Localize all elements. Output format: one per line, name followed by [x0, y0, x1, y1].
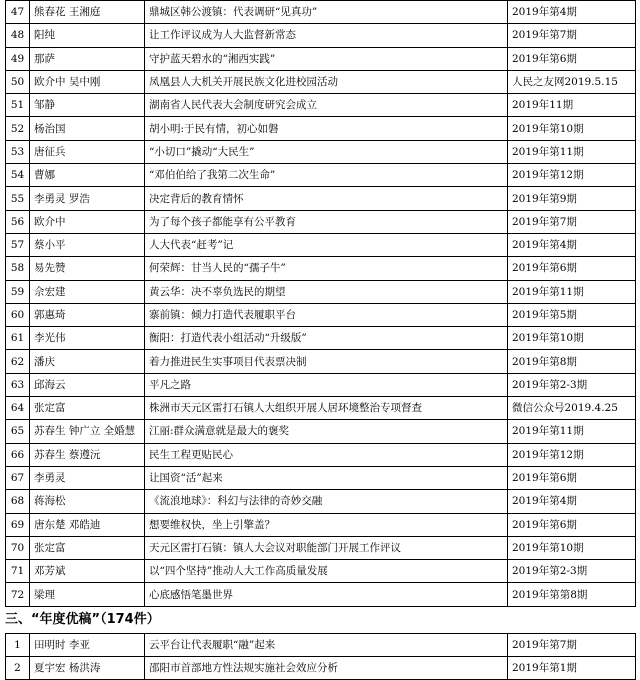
row-number: 47: [6, 1, 30, 24]
row-author: 夏宇宏 杨洪涛: [30, 657, 145, 680]
row-source: 微信公众号2019.4.25: [508, 397, 636, 420]
row-number: 58: [6, 257, 30, 280]
row-source: 2019年第8期: [508, 350, 636, 373]
row-title: 江丽:群众满意就是最大的褒奖: [145, 420, 508, 443]
row-source: 2019年第7期: [508, 24, 636, 47]
row-title: “小切口”撬动“大民生”: [145, 140, 508, 163]
row-title: 黄云华：决不辜负选民的期望: [145, 280, 508, 303]
row-author: 蔡小平: [30, 233, 145, 256]
row-author: 梁理: [30, 583, 145, 606]
row-title: 凤凰县人大机关开展民族文化进校园活动: [145, 70, 508, 93]
row-number: 1: [6, 633, 30, 656]
table-row: [6, 583, 636, 606]
row-author: 李勇灵: [30, 466, 145, 489]
awards-table-continued: [5, 0, 636, 607]
annual-excellent-table: [5, 633, 636, 680]
table-row: [6, 350, 636, 373]
table-row: [6, 280, 636, 303]
row-author: 易先赞: [30, 257, 145, 280]
row-source: 2019年第2-3期: [508, 373, 636, 396]
row-title: 以“四个坚持”推动人大工作高质量发展: [145, 560, 508, 583]
table-row: [6, 466, 636, 489]
row-source: 2019年第4期: [508, 1, 636, 24]
row-author: 那萨: [30, 47, 145, 70]
table-row: [6, 657, 636, 680]
row-author: 李光伟: [30, 327, 145, 350]
row-title: 何荣辉：甘当人民的“孺子牛”: [145, 257, 508, 280]
row-author: 郭惠琦: [30, 303, 145, 326]
row-number: 48: [6, 24, 30, 47]
row-title: 鼎城区韩公渡镇：代表调研“见真功”: [145, 1, 508, 24]
table-row: [6, 257, 636, 280]
row-author: 蒋海松: [30, 490, 145, 513]
row-title: 株洲市天元区雷打石镇人大组织开展人居环境整治专项督查: [145, 397, 508, 420]
row-number: 69: [6, 513, 30, 536]
row-source: 2019年第6期: [508, 466, 636, 489]
row-number: 49: [6, 47, 30, 70]
row-author: 熊春花 王湘庭: [30, 1, 145, 24]
row-title: 让国资“活”起来: [145, 466, 508, 489]
row-title: 想要维权快，坐上引擎盖？: [145, 513, 508, 536]
row-number: 52: [6, 117, 30, 140]
row-source: 2019年第11期: [508, 140, 636, 163]
table-row: [6, 303, 636, 326]
row-title: 让工作评议成为人大监督新常态: [145, 24, 508, 47]
row-author: 潘庆: [30, 350, 145, 373]
row-number: 57: [6, 233, 30, 256]
row-title: 为了每个孩子都能享有公平教育: [145, 210, 508, 233]
row-title: 邵阳市首部地方性法规实施社会效应分析: [145, 657, 508, 680]
row-number: 63: [6, 373, 30, 396]
section-heading: 三、“年度优稿”（174件）: [5, 611, 160, 627]
row-number: 53: [6, 140, 30, 163]
row-author: 唐东楚 邓皓迪: [30, 513, 145, 536]
row-author: 张定富: [30, 397, 145, 420]
row-source: 2019年第12期: [508, 443, 636, 466]
row-source: 2019年第7期: [508, 633, 636, 656]
row-number: 54: [6, 164, 30, 187]
row-number: 2: [6, 657, 30, 680]
table-row: [6, 70, 636, 93]
row-source: 2019年第11期: [508, 280, 636, 303]
table-row: [6, 210, 636, 233]
table-row: [6, 327, 636, 350]
row-source: 2019年第9期: [508, 187, 636, 210]
table-row: [6, 513, 636, 536]
table-row: [6, 47, 636, 70]
row-title: 寨前镇：倾力打造代表履职平台: [145, 303, 508, 326]
table-row: [6, 1, 636, 24]
table-row: [6, 233, 636, 256]
table-row: [6, 633, 636, 656]
row-number: 61: [6, 327, 30, 350]
row-source: 2019年11期: [508, 94, 636, 117]
row-number: 71: [6, 560, 30, 583]
row-author: 佘宏建: [30, 280, 145, 303]
table-row: [6, 420, 636, 443]
row-title: 人大代表“赶考”记: [145, 233, 508, 256]
table-row: [6, 94, 636, 117]
row-source: 2019年第11期: [508, 420, 636, 443]
row-source: 2019年第10期: [508, 327, 636, 350]
row-source: 2019年第2-3期: [508, 560, 636, 583]
row-author: 苏春生 钟广立 全婚慧: [30, 420, 145, 443]
row-title: 天元区雷打石镇：镇人大会议对职能部门开展工作评议: [145, 536, 508, 559]
row-title: 《流浪地球》：科幻与法律的奇妙交融: [145, 490, 508, 513]
row-author: 唐征兵: [30, 140, 145, 163]
row-number: 51: [6, 94, 30, 117]
row-author: 阳纯: [30, 24, 145, 47]
table-row: [6, 117, 636, 140]
row-source: 2019年第10期: [508, 117, 636, 140]
row-source: 2019年第7期: [508, 210, 636, 233]
row-title: 云平台让代表履职“融”起来: [145, 633, 508, 656]
row-source: 2019年第6期: [508, 257, 636, 280]
row-number: 59: [6, 280, 30, 303]
table-row: [6, 490, 636, 513]
row-author: 邱海云: [30, 373, 145, 396]
row-source: 2019年第4期: [508, 233, 636, 256]
row-author: 苏春生 蔡遵沅: [30, 443, 145, 466]
row-author: 张定富: [30, 536, 145, 559]
row-author: 邓芳斌: [30, 560, 145, 583]
row-author: 欧介中: [30, 210, 145, 233]
row-number: 56: [6, 210, 30, 233]
row-title: 湖南省人民代表大会制度研究会成立: [145, 94, 508, 117]
row-source: 2019年第10期: [508, 536, 636, 559]
row-number: 50: [6, 70, 30, 93]
row-number: 68: [6, 490, 30, 513]
row-number: 62: [6, 350, 30, 373]
row-title: 守护蓝天碧水的“湘西实践”: [145, 47, 508, 70]
row-source: 2019年第1期: [508, 657, 636, 680]
row-number: 64: [6, 397, 30, 420]
row-title: 民生工程更贴民心: [145, 443, 508, 466]
row-author: 曹娜: [30, 164, 145, 187]
table-row: [6, 560, 636, 583]
row-number: 55: [6, 187, 30, 210]
row-title: 衡阳：打造代表小组活动“升级版”: [145, 327, 508, 350]
table-row: [6, 443, 636, 466]
table-row: [6, 373, 636, 396]
row-number: 70: [6, 536, 30, 559]
row-number: 72: [6, 583, 30, 606]
row-source: 2019年第4期: [508, 490, 636, 513]
row-number: 67: [6, 466, 30, 489]
row-number: 66: [6, 443, 30, 466]
row-title: 胡小明:于民有情，初心如磐: [145, 117, 508, 140]
row-source: 2019年第6期: [508, 47, 636, 70]
row-source: 2019年第第8期: [508, 583, 636, 606]
table-row: [6, 397, 636, 420]
row-title: 着力推进民生实事项目代表票决制: [145, 350, 508, 373]
row-source: 2019年第6期: [508, 513, 636, 536]
row-title: 决定背后的教育情怀: [145, 187, 508, 210]
row-title: 心底感悟笔墨世界: [145, 583, 508, 606]
row-title: 平凡之路: [145, 373, 508, 396]
row-source: 2019年第12期: [508, 164, 636, 187]
row-author: 李勇灵 罗浩: [30, 187, 145, 210]
row-author: 田明时 李亚: [30, 633, 145, 656]
row-author: 欧介中 吴中刚: [30, 70, 145, 93]
row-source: 2019年第5期: [508, 303, 636, 326]
row-number: 65: [6, 420, 30, 443]
row-author: 杨治国: [30, 117, 145, 140]
table-row: [6, 164, 636, 187]
row-author: 邹静: [30, 94, 145, 117]
row-number: 60: [6, 303, 30, 326]
table-row: [6, 140, 636, 163]
table-row: [6, 187, 636, 210]
row-title: “邓伯伯给了我第二次生命”: [145, 164, 508, 187]
table-row: [6, 536, 636, 559]
row-source: 人民之友网2019.5.15: [508, 70, 636, 93]
table-row: [6, 24, 636, 47]
